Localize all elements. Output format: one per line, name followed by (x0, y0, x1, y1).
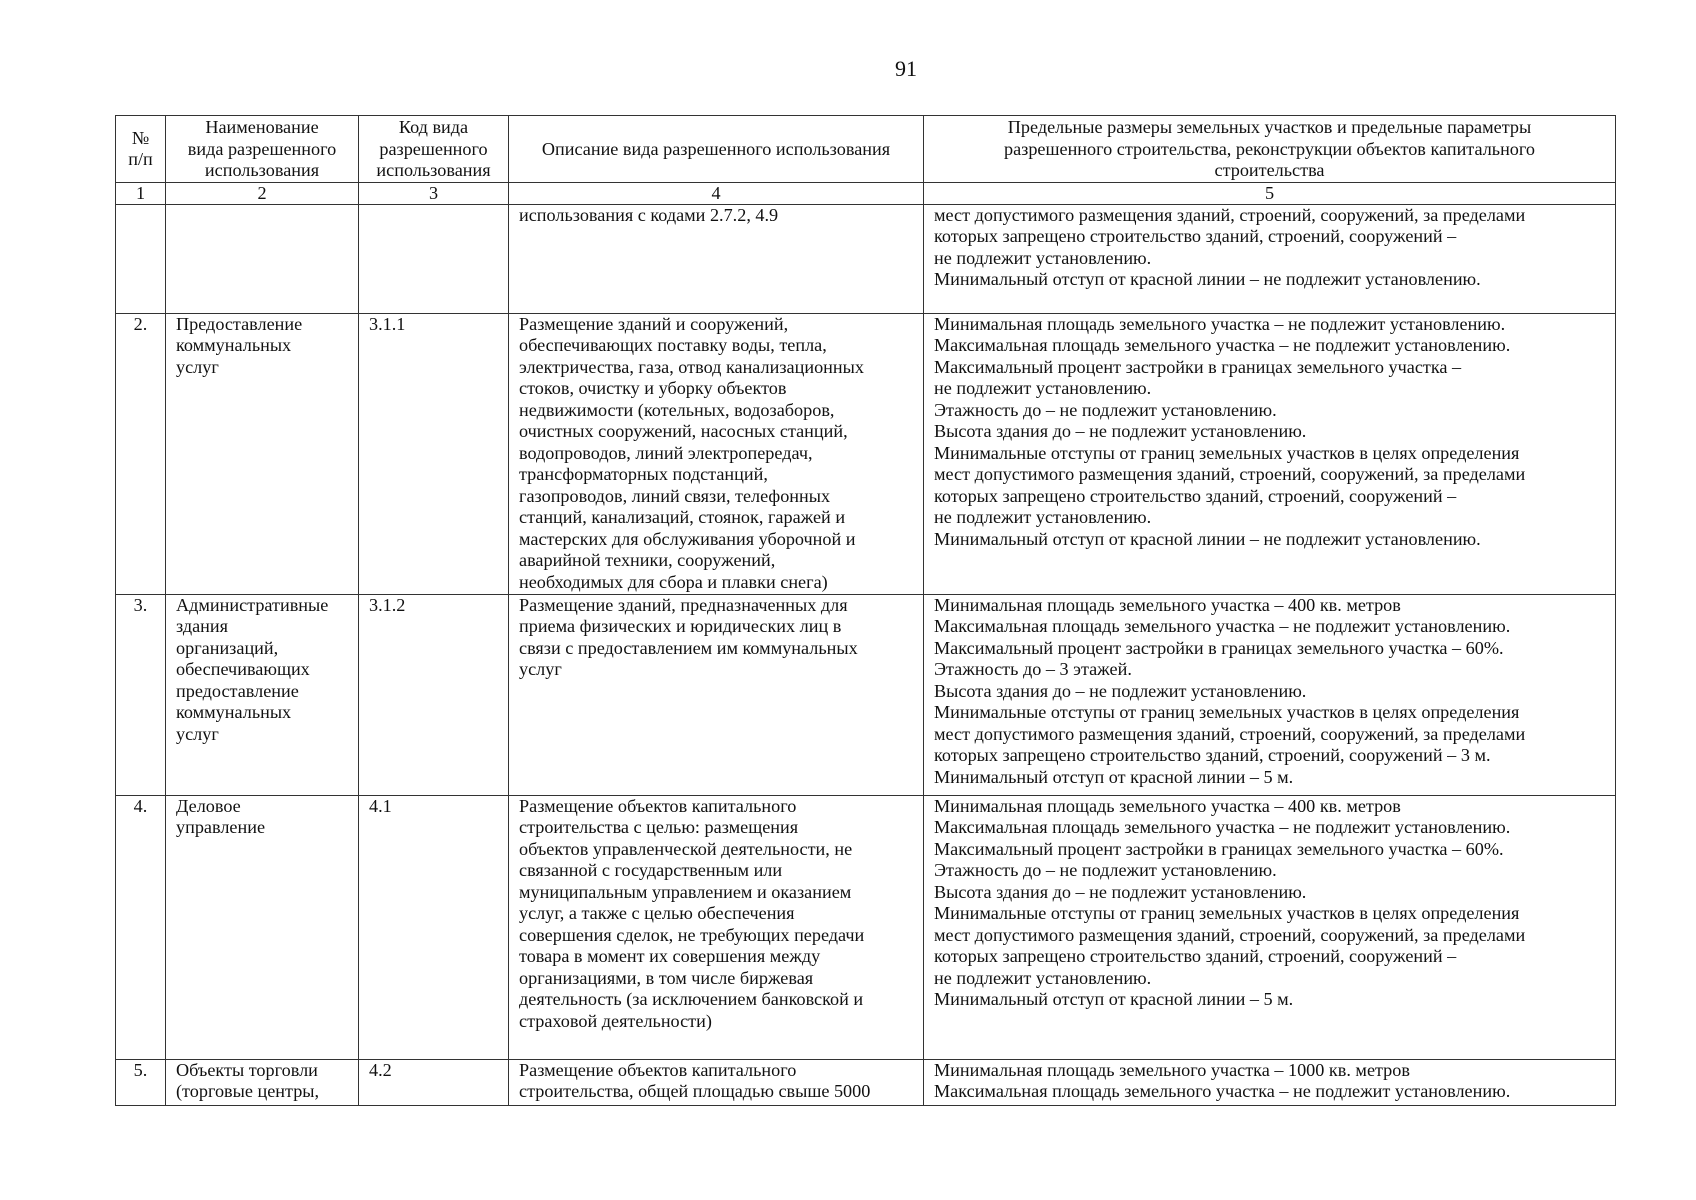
description-cell-line: услуг, а также с целью обеспечения (519, 903, 795, 923)
use-name-cell-line: Предоставление (176, 313, 303, 334)
description-cell-line: использования с кодами 2.7.2, 4.9 (519, 204, 779, 225)
parameters-cell-line: Минимальный отступ от красной линии – не подлежит установлению. (934, 528, 1481, 549)
table-row (116, 313, 1616, 594)
parameters-cell-line: Этажность до – не подлежит установлению. (934, 399, 1277, 420)
description-cell-line: Размещение объектов капитального (519, 1059, 797, 1080)
header-name (166, 116, 359, 183)
use-name-cell-line: (торговые центры, (176, 1081, 320, 1101)
use-name-cell-line: услуг (176, 356, 219, 377)
description-cell-line: муниципальным управлением и оказанием (519, 881, 852, 902)
use-code-cell: 3.1.1 (359, 313, 509, 594)
description-cell-line: газопроводов, линий связи, телефонных (519, 485, 831, 506)
header-text-line: № (131, 127, 150, 148)
description-cell-line: очистных сооружений, насосных станций, (519, 421, 848, 441)
use-name-cell-line: услуг (176, 723, 219, 744)
description-cell-line: связи с предоставлением им коммунальных (519, 637, 858, 658)
header-text-line: вида разрешенного (187, 138, 337, 159)
page-number: 91 (895, 56, 917, 81)
parameters-cell-line: Максимальный процент застройки в границах земельного участка – 60%. (934, 637, 1504, 658)
column-number: 3 (359, 182, 509, 204)
use-name-cell-line: управление (176, 817, 266, 837)
parameters-cell-line: Минимальный отступ от красной линии – не подлежит установлению. (934, 269, 1481, 289)
header-text-line: Код вида (398, 117, 469, 137)
parameters-cell-line: Максимальная площадь земельного участка – не подлежит установлению. (934, 616, 1511, 636)
description-cell-line: водопроводов, линий электропередач, (519, 442, 813, 463)
description-cell (509, 594, 924, 795)
description-cell-line: страховой деятельности) (519, 1010, 712, 1031)
use-code-cell (359, 204, 509, 313)
header-text-line: строительства (1214, 160, 1325, 180)
row-number-cell: 5. (116, 1059, 166, 1105)
description-cell (509, 1059, 924, 1105)
description-cell-line: обеспечивающих поставку воды, тепла, (519, 335, 827, 355)
header-description (509, 116, 924, 183)
use-name-cell-line: организаций, (176, 637, 279, 658)
description-cell-line: аварийной техники, сооружений, (519, 550, 776, 570)
description-cell-line: необходимых для сбора и плавки снега) (519, 571, 828, 592)
use-name-cell (166, 594, 359, 795)
column-number-row (116, 182, 1616, 204)
header-parameters (924, 116, 1616, 183)
parameters-cell-line: Минимальные отступы от границ земельных участков в целях определения (934, 903, 1520, 923)
parameters-cell-line: которых запрещено строительство зданий, строений, сооружений – (934, 226, 1457, 246)
description-cell-line: строительства с целью: размещения (519, 817, 799, 837)
use-name-cell-line: коммунальных (176, 702, 292, 722)
header-text-line: разрешенного строительства, реконструкции объектов капитального (1003, 138, 1536, 159)
description-cell-line: Размещение зданий, предназначенных для (519, 594, 848, 615)
parameters-cell-line: не подлежит установлению. (934, 378, 1152, 398)
description-cell-line: станций, канализаций, стоянок, гаражей и (519, 507, 846, 527)
use-code-cell: 3.1.2 (359, 594, 509, 795)
parameters-cell (924, 313, 1616, 594)
row-number-cell: 3. (116, 594, 166, 795)
use-name-cell (166, 313, 359, 594)
parameters-cell-line: мест допустимого размещения зданий, строений, сооружений, за пределами (934, 464, 1526, 484)
parameters-cell-line: Минимальная площадь земельного участка – 400 кв. метров (934, 795, 1401, 816)
header-text-line: использования (376, 160, 491, 180)
use-name-cell (166, 795, 359, 1059)
parameters-cell-line: не подлежит установлению. (934, 507, 1152, 527)
parameters-cell-line: Этажность до – не подлежит установлению. (934, 860, 1277, 880)
use-name-cell (166, 204, 359, 313)
header-row (116, 116, 1616, 183)
parameters-cell-line: которых запрещено строительство зданий, строений, сооружений – 3 м. (934, 745, 1491, 765)
use-code-cell: 4.1 (359, 795, 509, 1059)
description-cell (509, 795, 924, 1059)
description-cell-line: связанной с государственным или (519, 860, 783, 880)
parameters-cell-line: Минимальный отступ от красной линии – 5 м. (934, 766, 1294, 787)
header-text-line: разрешенного (379, 138, 488, 159)
table-row (116, 1059, 1616, 1105)
parameters-cell-line: Максимальная площадь земельного участка – не подлежит установлению. (934, 1081, 1511, 1101)
table-row (116, 204, 1616, 313)
column-number: 4 (509, 182, 924, 204)
header-text-line: п/п (128, 149, 153, 170)
parameters-cell (924, 204, 1616, 313)
parameters-cell (924, 1059, 1616, 1105)
parameters-cell-line: Минимальная площадь земельного участка – 1000 кв. метров (934, 1059, 1410, 1080)
description-cell-line: трансформаторных подстанций, (519, 464, 768, 484)
parameters-cell-line: мест допустимого размещения зданий, строений, сооружений, за пределами (934, 924, 1526, 945)
column-number: 5 (924, 182, 1616, 204)
header-number (116, 116, 166, 183)
parameters-cell (924, 594, 1616, 795)
description-cell-line: совершения сделок, не требующих передачи (519, 924, 865, 945)
use-name-cell-line: Объекты торговли (176, 1059, 318, 1080)
description-cell-line: мастерских для обслуживания уборочной и (519, 528, 856, 549)
parameters-cell-line: Максимальная площадь земельного участка – не подлежит установлению. (934, 335, 1511, 355)
parameters-cell-line: Максимальный процент застройки в границах земельного участка – (934, 356, 1462, 377)
table-row (116, 594, 1616, 795)
column-number: 1 (116, 182, 166, 204)
row-number-cell (116, 204, 166, 313)
row-number-cell: 2. (116, 313, 166, 594)
parameters-cell-line: Высота здания до – не подлежит установлению. (934, 881, 1307, 902)
land-use-table (115, 115, 1616, 1106)
description-cell-line: услуг (519, 659, 562, 679)
parameters-cell (924, 795, 1616, 1059)
use-name-cell-line: предоставление (176, 680, 299, 701)
description-cell-line: электричества, газа, отвод канализационных (519, 356, 864, 377)
header-text-line: Предельные размеры земельных участков и предельные параметры (1007, 117, 1532, 137)
description-cell-line: недвижимости (котельных, водозаборов, (519, 399, 835, 420)
use-name-cell-line: Деловое (176, 795, 241, 816)
use-code-cell: 4.2 (359, 1059, 509, 1105)
description-cell-line: организациями, в том числе биржевая (519, 967, 814, 988)
parameters-cell-line: Минимальные отступы от границ земельных участков в целях определения (934, 702, 1520, 722)
parameters-cell-line: Высота здания до – не подлежит установлению. (934, 680, 1307, 701)
use-name-cell (166, 1059, 359, 1105)
parameters-cell-line: Минимальный отступ от красной линии – 5 м. (934, 989, 1294, 1009)
description-cell (509, 313, 924, 594)
description-cell-line: объектов управленческой деятельности, не (519, 838, 853, 859)
use-name-cell-line: здания (176, 616, 229, 636)
header-text-line: использования (204, 160, 320, 180)
parameters-cell-line: Этажность до – 3 этажей. (934, 659, 1132, 679)
description-cell-line: приема физических и юридических лиц в (519, 616, 842, 636)
parameters-cell-line: которых запрещено строительство зданий, строений, сооружений – (934, 946, 1457, 966)
parameters-cell-line: Максимальный процент застройки в границах земельного участка – 60%. (934, 838, 1504, 859)
parameters-cell-line: Минимальная площадь земельного участка – 400 кв. метров (934, 594, 1401, 615)
parameters-cell-line: не подлежит установлению. (934, 967, 1152, 988)
header-code (359, 116, 509, 183)
table-row (116, 795, 1616, 1059)
description-cell-line: деятельность (за исключением банковской и (519, 989, 864, 1009)
description-cell-line: Размещение зданий и сооружений, (519, 313, 789, 334)
description-cell (509, 204, 924, 313)
header-text-line: Описание вида разрешенного использования (541, 138, 891, 159)
table-body (116, 204, 1616, 1105)
use-name-cell-line: коммунальных (176, 335, 292, 355)
row-number-cell: 4. (116, 795, 166, 1059)
description-cell-line: Размещение объектов капитального (519, 795, 797, 816)
parameters-cell-line: Максимальная площадь земельного участка – не подлежит установлению. (934, 817, 1511, 837)
parameters-cell-line: Высота здания до – не подлежит установлению. (934, 421, 1307, 441)
parameters-cell-line: мест допустимого размещения зданий, строений, сооружений, за пределами (934, 204, 1526, 225)
parameters-cell-line: не подлежит установлению. (934, 247, 1152, 268)
parameters-cell-line: которых запрещено строительство зданий, строений, сооружений – (934, 485, 1457, 506)
parameters-cell-line: мест допустимого размещения зданий, строений, сооружений, за пределами (934, 723, 1526, 744)
parameters-cell-line: Минимальные отступы от границ земельных участков в целях определения (934, 442, 1520, 463)
parameters-cell-line: Минимальная площадь земельного участка – не подлежит установлению. (934, 313, 1506, 334)
header-text-line: Наименование (205, 117, 319, 137)
description-cell-line: строительства, общей площадью свыше 5000 (519, 1081, 871, 1101)
description-cell-line: товара в момент их совершения между (519, 946, 821, 966)
column-number: 2 (166, 182, 359, 204)
use-name-cell-line: Административные (176, 594, 329, 615)
use-name-cell-line: обеспечивающих (176, 659, 310, 679)
description-cell-line: стоков, очистку и уборку объектов (519, 378, 787, 398)
